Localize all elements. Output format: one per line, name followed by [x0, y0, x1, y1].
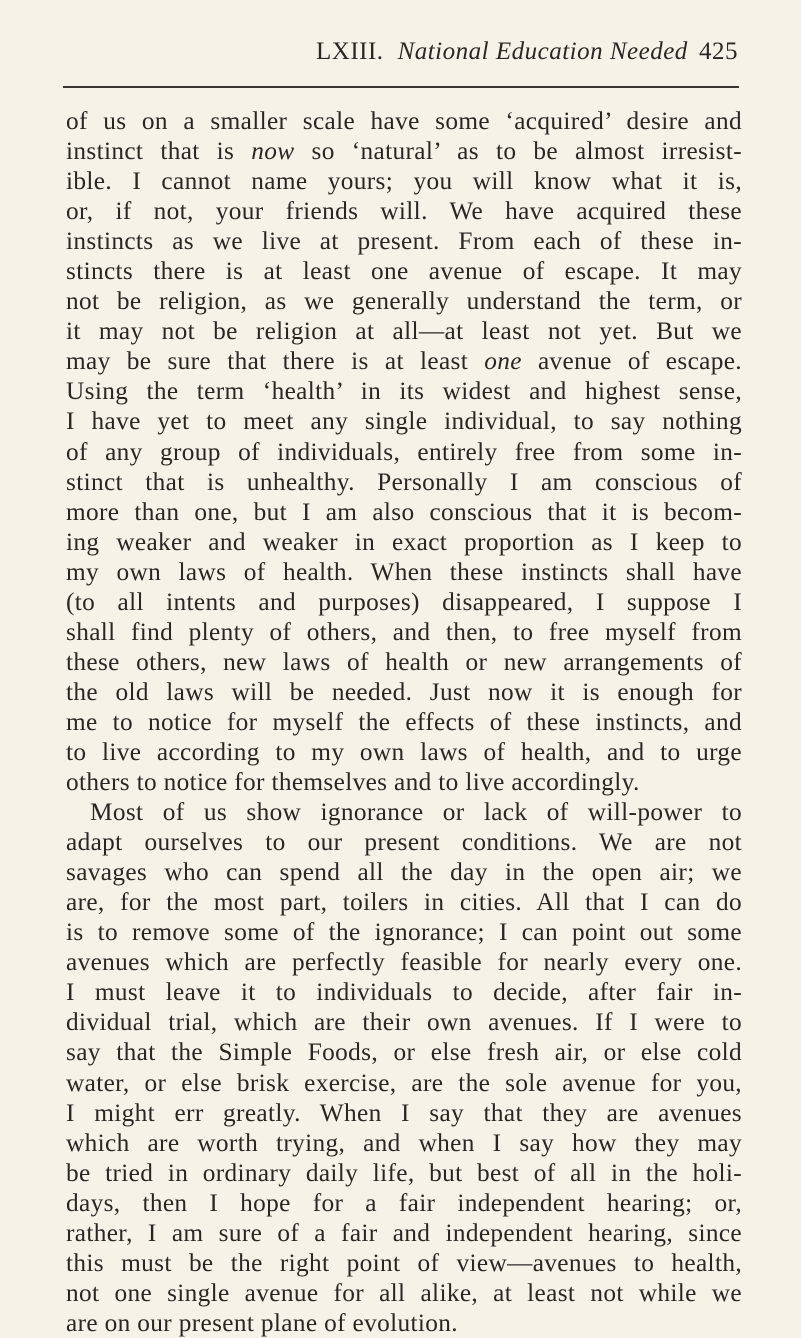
text-line: [66, 1007, 742, 1037]
text-segment: stinct that is unhealthy. Personally I am conscious of: [66, 467, 742, 496]
text-segment: ing weaker and weaker in exact proportion as I keep to: [66, 527, 742, 556]
text-line: [66, 316, 742, 346]
text-segment: shall find plenty of others, and then, to free myself from: [66, 617, 742, 646]
text-line: [66, 947, 742, 977]
text-segment: are, for the most part, toilers in cities. All that I can do: [66, 888, 742, 917]
text-segment: may be sure that there is at least: [66, 347, 485, 376]
running-head: [60, 28, 738, 64]
text-line: [66, 887, 742, 917]
text-line: [66, 286, 742, 316]
text-segment: the old laws will be needed. Just now it is enough for: [66, 677, 742, 706]
text-segment: dividual trial, which are their own avenues. If I were to: [66, 1008, 742, 1037]
text-segment: adapt ourselves to our present conditions. We are not: [66, 828, 742, 857]
text-segment: be tried in ordinary daily life, but best of all in the holi-: [66, 1158, 742, 1187]
text-segment: I have yet to meet any single individual, to say nothing: [66, 407, 742, 436]
text-segment: or, if not, your friends will. We have acquired these: [66, 197, 742, 226]
text-line: [66, 1158, 742, 1188]
text-line: [66, 437, 742, 467]
emphasis-text: one: [484, 347, 522, 376]
text-line: [66, 1188, 742, 1218]
running-head-title-group: [316, 38, 688, 66]
chapter-number: LXIII.: [316, 38, 384, 65]
text-line: [66, 1278, 742, 1308]
text-line: [66, 166, 742, 196]
text-segment: are on our present plane of evolution.: [66, 1308, 458, 1337]
text-segment: of any group of individuals, entirely free from some in-: [66, 437, 742, 466]
text-segment: Most of us show ignorance or lack of will-power to: [90, 798, 742, 827]
text-line: [66, 797, 742, 827]
text-segment: of us on a smaller scale have some ‘acquired’ desire and: [66, 107, 742, 135]
text-segment: stincts there is at least one avenue of escape. It may: [66, 257, 742, 286]
text-segment: not one single avenue for all alike, at least not while we: [66, 1278, 742, 1307]
text-segment: so ‘natural’ as to be almost irresist-: [294, 137, 742, 166]
text-segment: Using the term ‘health’ in its widest and highest sense,: [66, 377, 742, 406]
text-line: [66, 497, 742, 527]
text-segment: my own laws of health. When these instincts shall have: [66, 557, 742, 586]
text-line: [66, 827, 742, 857]
text-segment: water, or else brisk exercise, are the sole avenue for you,: [66, 1068, 742, 1097]
text-line: [66, 587, 742, 617]
text-line: [66, 1218, 742, 1248]
text-segment: say that the Simple Foods, or else fresh air, or else cold: [66, 1038, 742, 1067]
text-segment: avenues which are perfectly feasible for nearly every one.: [66, 948, 742, 977]
text-line: [66, 1098, 742, 1128]
text-line: [66, 1128, 742, 1158]
text-line: [66, 106, 742, 136]
text-segment: instincts as we live at present. From each of these in-: [66, 227, 742, 256]
text-segment: I must leave it to individuals to decide, after fair in-: [66, 978, 742, 1007]
text-line: [66, 707, 742, 737]
text-segment: ible. I cannot name yours; you will know what it is,: [66, 167, 742, 196]
text-line: [66, 647, 742, 677]
text-line: [66, 917, 742, 947]
text-line: [66, 857, 742, 887]
text-line: [66, 737, 742, 767]
text-segment: days, then I hope for a fair independent hearing; or,: [66, 1188, 742, 1217]
text-segment: to live according to my own laws of health, and to urge: [66, 737, 742, 766]
text-line: [66, 226, 742, 256]
chapter-title: National Education Needed: [397, 38, 688, 65]
emphasis-text: now: [251, 137, 295, 166]
text-segment: savages who can spend all the day in the open air; we: [66, 858, 742, 887]
text-segment: more than one, but I am also conscious that it is becom-: [66, 497, 742, 526]
text-segment: (to all intents and purposes) disappeared, I suppose I: [66, 587, 742, 616]
text-segment: I might err greatly. When I say that they are avenues: [66, 1098, 742, 1127]
text-line: [66, 767, 742, 797]
text-line: [66, 406, 742, 436]
text-segment: is to remove some of the ignorance; I can point out some: [66, 918, 742, 947]
text-line: [66, 977, 742, 1007]
text-segment: me to notice for myself the effects of these instincts, and: [66, 707, 742, 736]
text-line: [66, 1248, 742, 1278]
text-line: [66, 346, 742, 376]
body-text: [66, 106, 742, 1338]
text-line: [66, 617, 742, 647]
text-line: [66, 1037, 742, 1067]
text-segment: it may not be religion at all—at least not yet. But we: [66, 317, 742, 346]
text-segment: these others, new laws of health or new arrangements of: [66, 647, 742, 676]
text-line: [66, 467, 742, 497]
text-line: [66, 1068, 742, 1098]
text-line: [66, 557, 742, 587]
text-segment: others to notice for themselves and to live accordingly.: [66, 768, 640, 797]
text-segment: avenue of escape.: [521, 347, 742, 376]
text-line: [66, 677, 742, 707]
text-line: [66, 196, 742, 226]
text-segment: which are worth trying, and when I say how they may: [66, 1128, 742, 1157]
text-line: [66, 527, 742, 557]
text-line: [66, 1308, 742, 1338]
text-line: [66, 376, 742, 406]
text-segment: this must be the right point of view—avenues to health,: [66, 1248, 742, 1277]
text-segment: rather, I am sure of a fair and independent hearing, since: [66, 1218, 742, 1247]
text-segment: instinct that is: [66, 137, 252, 166]
text-segment: not be religion, as we generally understand the term, or: [66, 287, 742, 316]
page-number: 425: [699, 38, 738, 65]
text-line: [66, 136, 742, 166]
header-rule: [63, 86, 739, 88]
text-line: [66, 256, 742, 286]
